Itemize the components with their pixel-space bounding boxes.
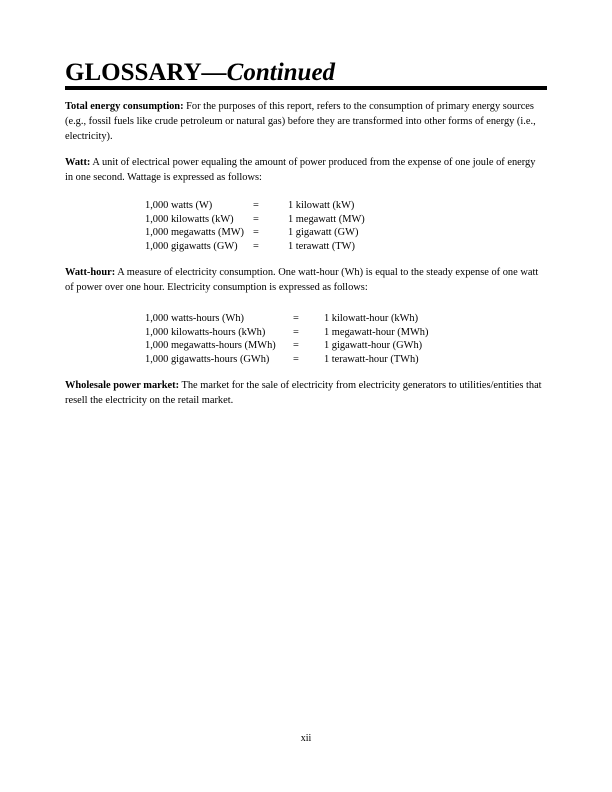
entry-watt-hour xyxy=(65,265,545,295)
entry-total-energy xyxy=(65,99,545,144)
definition-total-energy: For the purposes of this report, refers to the consumption of primary energy sources (e.g., fossil fuels like crude petroleum or natural gas) before they are transformed into other forms of energy (i.e., electricity). xyxy=(65,101,536,142)
conversion-right: 1 gigawatt (GW) xyxy=(288,227,359,239)
term-watt-hour: Watt-hour: xyxy=(65,267,116,278)
page-title xyxy=(65,58,335,88)
entry-watt xyxy=(65,155,545,185)
title-continued: Continued xyxy=(226,59,336,86)
conversion-left: 1,000 kilowatts (kW) xyxy=(145,213,234,225)
conversion-left: 1,000 gigawatts-hours (GWh) xyxy=(145,353,270,365)
definition-watt-hour: A measure of electricity consumption. One watt-hour (Wh) is equal to the steady expense of one watt of power over one hour. Electricity consumption is expressed as follows: xyxy=(65,267,539,293)
equals-sign: = xyxy=(293,353,299,365)
conversion-right: 1 kilowatt (kW) xyxy=(288,200,355,211)
title-rule xyxy=(65,86,547,90)
table-row xyxy=(145,226,365,240)
conversion-left: 1,000 watts (W) xyxy=(145,200,213,211)
table-row xyxy=(145,213,365,227)
table-row xyxy=(145,353,428,367)
term-wholesale-power-market: Wholesale power market: xyxy=(65,380,180,391)
conversion-right: 1 megawatt-hour (MWh) xyxy=(324,326,429,338)
conversion-left: 1,000 kilowatts-hours (kWh) xyxy=(145,326,266,338)
watt-conversion-table xyxy=(145,199,365,253)
entry-wholesale-power-market xyxy=(65,378,545,408)
title-main: GLOSSARY xyxy=(65,59,202,86)
conversion-left: 1,000 megawatts (MW) xyxy=(145,227,244,239)
conversion-left: 1,000 gigawatts (GW) xyxy=(145,240,238,252)
table-row xyxy=(145,199,365,213)
table-row xyxy=(145,326,428,340)
page-number: xii xyxy=(300,733,312,744)
conversion-left: 1,000 watts-hours (Wh) xyxy=(145,313,244,324)
equals-sign: = xyxy=(253,213,259,225)
definition-wholesale-power-market: The market for the sale of electricity from electricity generators to utilities/entities that resell the electricity on the retail market. xyxy=(65,380,542,406)
equals-sign: = xyxy=(253,240,259,252)
equals-sign: = xyxy=(293,340,299,352)
watt-hour-conversion-table xyxy=(145,312,428,366)
table-row xyxy=(145,312,428,326)
conversion-left: 1,000 megawatts-hours (MWh) xyxy=(145,340,276,352)
equals-sign: = xyxy=(293,326,299,338)
conversion-right: 1 kilowatt-hour (kWh) xyxy=(324,313,419,324)
conversion-right: 1 gigawatt-hour (GWh) xyxy=(324,340,423,352)
conversion-right: 1 megawatt (MW) xyxy=(288,213,365,225)
conversion-right: 1 terawatt (TW) xyxy=(288,240,355,252)
table-row xyxy=(145,339,428,353)
term-total-energy: Total energy consumption: xyxy=(65,101,184,112)
equals-sign: = xyxy=(253,227,259,239)
definition-watt: A unit of electrical power equaling the amount of power produced from the expense of one joule of energy in one second. Wattage is expressed as follows: xyxy=(65,157,536,183)
title-dash: — xyxy=(201,59,227,86)
term-watt: Watt: xyxy=(65,157,91,168)
table-row xyxy=(145,240,365,254)
conversion-right: 1 terawatt-hour (TWh) xyxy=(324,353,419,365)
equals-sign: = xyxy=(253,200,259,211)
equals-sign: = xyxy=(293,313,299,324)
